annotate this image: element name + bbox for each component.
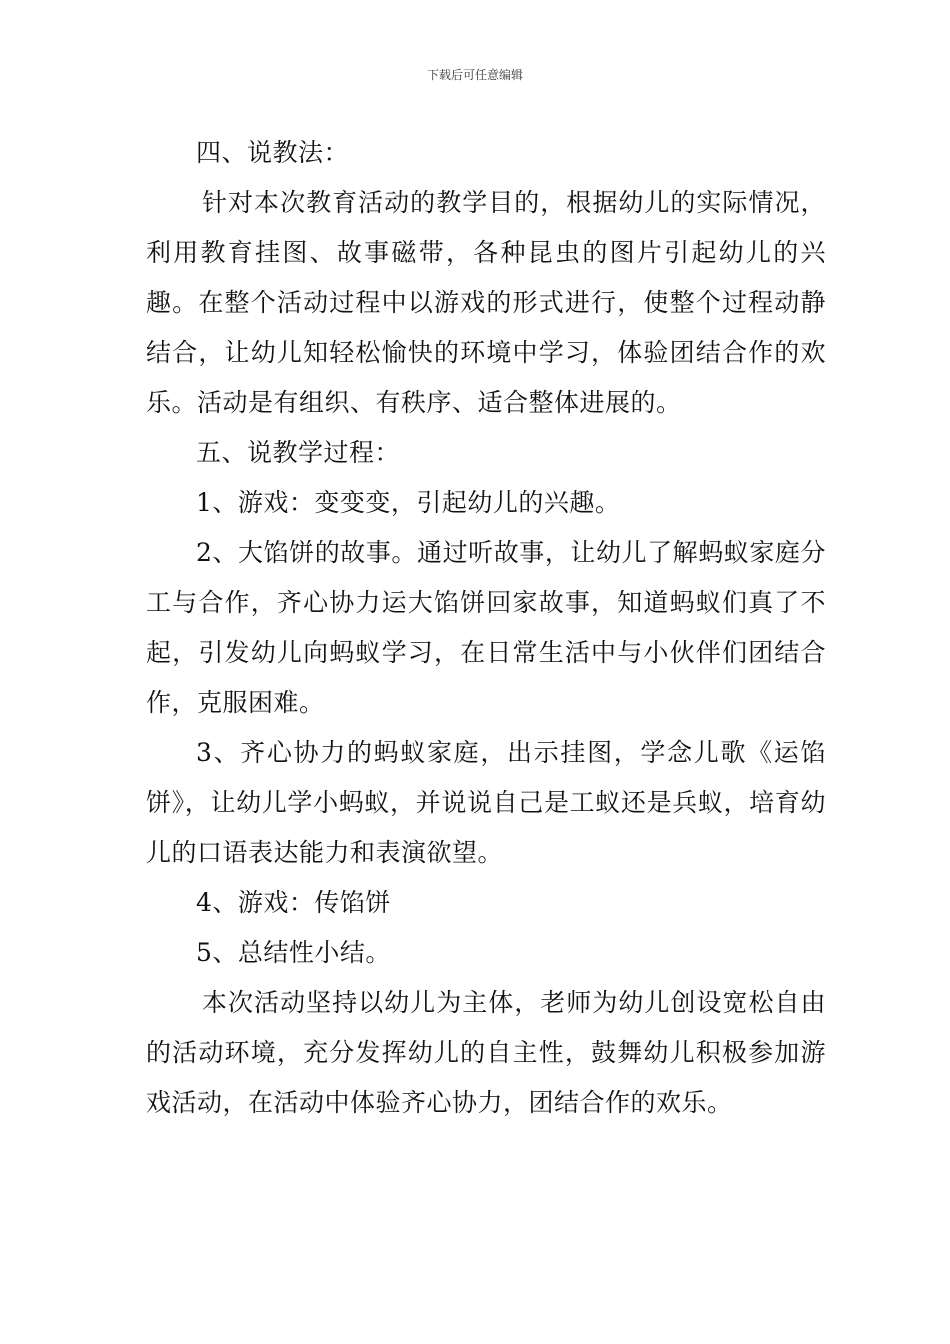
heading-teaching-process: 五、说教学过程：	[196, 438, 401, 467]
step-3: 3、齐心协力的蚂蚁家庭，出示挂图，学念儿歌《运馅饼》，让幼儿学小蚂蚁，并说说自己是工蚁还是兵蚁，培育幼儿的口语表达能力和表演欲望。	[146, 738, 826, 867]
heading-teaching-method: 四、说教法：	[196, 138, 350, 167]
step-1: 1、游戏：变变变，引起幼儿的兴趣。	[196, 488, 621, 517]
document-body	[146, 128, 826, 1128]
page-header: 下载后可任意编辑	[426, 68, 523, 82]
paragraph-summary: 本次活动坚持以幼儿为主体，老师为幼儿创设宽松自由的活动环境，充分发挥幼儿的自主性，鼓舞幼儿积极参加游戏活动，在活动中体验齐心协力，团结合作的欢乐。	[146, 988, 826, 1117]
step-5: 5、总结性小结。	[196, 938, 391, 967]
paragraph-teaching-method: 针对本次教育活动的教学目的，根据幼儿的实际情况，利用教育挂图、故事磁带，各种昆虫的图片引起幼儿的兴趣。在整个活动过程中以游戏的形式进行，使整个过程动静结合，让幼儿知轻松愉快的环境中学习，体验团结合作的欢乐。活动是有组织、有秩序、适合整体进展的。	[146, 188, 826, 417]
step-2: 2、大馅饼的故事。通过听故事，让幼儿了解蚂蚁家庭分工与合作，齐心协力运大馅饼回家故事，知道蚂蚁们真了不起，引发幼儿向蚂蚁学习，在日常生活中与小伙伴们团结合作，克服困难。	[146, 538, 826, 717]
step-4: 4、游戏：传馅饼	[196, 888, 391, 917]
